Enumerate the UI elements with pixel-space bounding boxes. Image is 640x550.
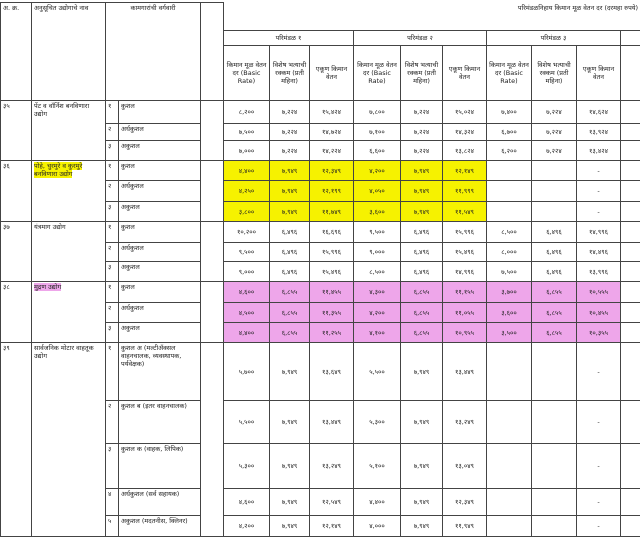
- wage-cell-z1-allowance: ६,८५५: [270, 282, 310, 303]
- industry-name-text: पेंट व वॉर्निश बनविणारा उद्योग: [34, 102, 90, 118]
- blank-right: [621, 282, 640, 303]
- header-category: कामगारांची वर्गवारी: [106, 3, 201, 101]
- group-industry-name: [32, 222, 106, 282]
- industry-name-text: यंत्रमाग उद्योग: [34, 223, 66, 231]
- row-number: १: [106, 222, 119, 243]
- wage-cell-z1-allowance: ७,९४९: [270, 161, 310, 181]
- header-industry: अनुसूचित उद्योगाचे नाव: [32, 3, 106, 101]
- wage-cell-z2-basic: ५,५००: [354, 343, 401, 401]
- wage-cell-z2-allowance: ६,४९६: [401, 262, 443, 282]
- blank-right: [621, 161, 640, 181]
- table-row: [1, 101, 640, 124]
- worker-category: अकुशल: [119, 262, 201, 282]
- wage-cell-z1-allowance: ७,९४९: [270, 343, 310, 401]
- wage-cell-z1-allowance: ६,४९६: [270, 222, 310, 243]
- wage-cell-z3-total: -: [577, 444, 621, 489]
- blank-right: [621, 489, 640, 516]
- wage-cell-z1-basic: १०,२००: [224, 222, 270, 243]
- row-number: २: [106, 401, 119, 444]
- wage-cell-z2-basic: ५,३००: [354, 401, 401, 444]
- wage-cell-z1-total: १३,६४९: [310, 343, 354, 401]
- group-industry-name: [32, 101, 106, 161]
- worker-category: कुशल ब (इतर वाहनचालक): [119, 401, 201, 444]
- blank-column: [201, 282, 224, 343]
- wage-cell-z2-basic: ७,१००: [354, 124, 401, 141]
- row-number: १: [106, 282, 119, 303]
- blank-right: [621, 222, 640, 243]
- group-sr: ३५: [1, 101, 32, 161]
- industry-name-text: पोहे, चुरमुरे व कुरमुरे बनविणारा उद्योग: [34, 162, 83, 178]
- wage-cell-z1-total: १३,२४९: [310, 444, 354, 489]
- blank-right: [621, 401, 640, 444]
- worker-category: कुशल: [119, 282, 201, 303]
- worker-category: कुशल: [119, 222, 201, 243]
- wage-cell-z1-total: १२,१४९: [310, 516, 354, 537]
- row-number: २: [106, 124, 119, 141]
- wage-cell-z2-total: ११,९९९: [443, 181, 487, 202]
- worker-category: कुशल अ (मल्टीॲक्सल वाहनचालक, व्यवस्थापक, पर्यवेक्षक): [119, 343, 201, 401]
- wage-cell-z2-allowance: ७,२२४: [401, 141, 443, 161]
- wage-cell-z3-basic: ३,५००: [487, 323, 532, 343]
- wage-cell-z2-total: ११,५४९: [443, 202, 487, 222]
- wage-cell-z2-basic: ४,१००: [354, 323, 401, 343]
- wage-cell-z1-total: १२,५४९: [310, 489, 354, 516]
- wage-cell-z1-allowance: ६,४९६: [270, 262, 310, 282]
- zone-1-header: परिमंडळ १: [224, 31, 354, 46]
- row-number: ३: [106, 323, 119, 343]
- subheader-z1-basic-rate: किमान मूळ वेतन दर (Basic Rate): [224, 46, 270, 101]
- wage-cell-z2-allowance: ७,९४९: [401, 489, 443, 516]
- wage-cell-z3-total: -: [577, 343, 621, 401]
- wage-cell-z3-allowance: ६,८५५: [532, 282, 577, 303]
- wage-cell-z2-allowance: ७,२२४: [401, 124, 443, 141]
- wage-cell-z3-basic: ६,७००: [487, 124, 532, 141]
- wage-cell-z2-basic: ३,६००: [354, 202, 401, 222]
- blank-right: [621, 124, 640, 141]
- wage-cell-z1-basic: ९,०००: [224, 262, 270, 282]
- wage-cell-z1-basic: ४,२००: [224, 516, 270, 537]
- industry-name-text: मुद्रण उद्योग: [34, 283, 62, 291]
- wage-cell-z2-allowance: ६,८५५: [401, 282, 443, 303]
- wage-cell-z2-allowance: ६,४९६: [401, 243, 443, 262]
- wage-cell-z3-total: १०,३५५: [577, 323, 621, 343]
- wage-cell-z3-allowance: ७,२२४: [532, 101, 577, 124]
- wage-cell-z1-basic: ४,६००: [224, 282, 270, 303]
- wage-cell-z3-basic: ८,०००: [487, 243, 532, 262]
- wage-cell-z2-basic: ६,६००: [354, 141, 401, 161]
- wage-cell-z2-total: १२,१४९: [443, 161, 487, 181]
- wage-cell-z2-allowance: ७,९४९: [401, 181, 443, 202]
- industry-name-text: सार्वजनिक मोटार वाहतूक उद्योग: [34, 344, 94, 360]
- wage-cell-z1-allowance: ७,२२४: [270, 101, 310, 124]
- wage-cell-z2-basic: ४,२००: [354, 303, 401, 323]
- header-blank-right: [621, 31, 640, 46]
- worker-category: अकुशल: [119, 323, 201, 343]
- worker-category: अर्धकुशल: [119, 303, 201, 323]
- wage-cell-z1-total: ११,७४९: [310, 202, 354, 222]
- wage-cell-z2-allowance: ७,९४९: [401, 401, 443, 444]
- blank-column: [201, 222, 224, 282]
- row-number: ५: [106, 516, 119, 537]
- wage-cell-z2-total: ११,०५५: [443, 303, 487, 323]
- wage-cell-z3-allowance: [532, 401, 577, 444]
- wage-cell-z1-allowance: ७,९४९: [270, 489, 310, 516]
- worker-category: अकुशल: [119, 141, 201, 161]
- worker-category: अर्धकुशल (सर्व सहायक): [119, 489, 201, 516]
- wage-cell-z3-allowance: ६,४९६: [532, 222, 577, 243]
- header-blank: [201, 3, 224, 101]
- wage-cell-z1-allowance: ६,८५५: [270, 323, 310, 343]
- wage-table: [0, 2, 640, 537]
- wage-cell-z3-allowance: [532, 161, 577, 181]
- wage-cell-z1-basic: ५,७००: [224, 343, 270, 401]
- wage-cell-z1-basic: ४,४००: [224, 323, 270, 343]
- wage-cell-z2-allowance: ७,९४९: [401, 161, 443, 181]
- row-number: ३: [106, 262, 119, 282]
- row-number: ३: [106, 141, 119, 161]
- wage-cell-z1-total: १४,२२४: [310, 141, 354, 161]
- group-sr: ३९: [1, 343, 32, 537]
- wage-cell-z3-allowance: [532, 444, 577, 489]
- wage-cell-z1-basic: ५,५००: [224, 401, 270, 444]
- wage-cell-z2-basic: ८,५००: [354, 262, 401, 282]
- worker-category: कुशल: [119, 161, 201, 181]
- blank-right: [621, 343, 640, 401]
- wage-cell-z3-total: १३,९९६: [577, 262, 621, 282]
- wage-cell-z3-allowance: ७,२२४: [532, 124, 577, 141]
- wage-cell-z2-allowance: ७,२२४: [401, 101, 443, 124]
- worker-category: अर्धकुशल: [119, 181, 201, 202]
- wage-cell-z3-total: १३,९२४: [577, 124, 621, 141]
- wage-cell-z1-total: १५,९९६: [310, 243, 354, 262]
- wage-cell-z1-basic: ४,४००: [224, 161, 270, 181]
- blank-column: [201, 343, 224, 537]
- worker-category: कुशल क (वाहक, लिपिक): [119, 444, 201, 489]
- row-number: ३: [106, 202, 119, 222]
- subheader-z2-special-allowance: विशेष भत्याची रक्कम (प्रती महिना): [401, 46, 443, 101]
- wage-cell-z3-basic: ३,७००: [487, 282, 532, 303]
- blank-right: [621, 516, 640, 537]
- blank-right: [621, 303, 640, 323]
- zone-3-header: परिमंडळ ३: [487, 31, 621, 46]
- wage-cell-z1-basic: ७,५००: [224, 124, 270, 141]
- wage-cell-z3-total: -: [577, 161, 621, 181]
- wage-cell-z2-total: ११,९४९: [443, 516, 487, 537]
- wage-cell-z3-allowance: ७,२२४: [532, 141, 577, 161]
- wage-cell-z3-allowance: [532, 181, 577, 202]
- subheader-blank: [621, 46, 640, 101]
- blank-right: [621, 243, 640, 262]
- row-number: २: [106, 303, 119, 323]
- wage-cell-z3-total: १४,४९६: [577, 243, 621, 262]
- wage-cell-z3-allowance: [532, 343, 577, 401]
- wage-cell-z3-basic: [487, 489, 532, 516]
- wage-cell-z1-allowance: ७,९४९: [270, 444, 310, 489]
- wage-cell-z1-total: १५,४२४: [310, 101, 354, 124]
- row-number: १: [106, 101, 119, 124]
- blank-right: [621, 262, 640, 282]
- row-number: १: [106, 343, 119, 401]
- table-row: [1, 343, 640, 401]
- blank-column: [201, 161, 224, 222]
- subheader-z3-total-wage: एकूण किमान वेतन: [577, 46, 621, 101]
- table-row: [1, 282, 640, 303]
- wage-cell-z2-allowance: ६,८५५: [401, 303, 443, 323]
- group-industry-name: [32, 343, 106, 537]
- wage-cell-z2-allowance: ७,९४९: [401, 444, 443, 489]
- wage-cell-z3-total: -: [577, 489, 621, 516]
- wage-cell-z3-basic: ८,५००: [487, 222, 532, 243]
- wage-cell-z2-allowance: ७,९४९: [401, 202, 443, 222]
- worker-category: अर्धकुशल: [119, 243, 201, 262]
- wage-cell-z3-basic: [487, 516, 532, 537]
- wage-cell-z1-total: १२,३४९: [310, 161, 354, 181]
- wage-cell-z3-basic: ७,४००: [487, 101, 532, 124]
- wage-cell-z1-allowance: ७,९४९: [270, 401, 310, 444]
- wage-cell-z2-basic: ४,४००: [354, 489, 401, 516]
- blank-right: [621, 444, 640, 489]
- wage-cell-z1-total: १५,४९६: [310, 262, 354, 282]
- wage-cell-z3-allowance: ६,४९६: [532, 262, 577, 282]
- wage-cell-z3-basic: ६,२००: [487, 141, 532, 161]
- wage-cell-z1-basic: ३,८००: [224, 202, 270, 222]
- wage-cell-z1-total: ११,४५५: [310, 282, 354, 303]
- wage-cell-z3-allowance: [532, 202, 577, 222]
- wage-cell-z1-basic: ५,३००: [224, 444, 270, 489]
- wage-cell-z2-total: १३,८२४: [443, 141, 487, 161]
- group-industry-name: [32, 161, 106, 222]
- worker-category: अर्धकुशल: [119, 124, 201, 141]
- wage-cell-z3-basic: ३,६००: [487, 303, 532, 323]
- blank-right: [621, 181, 640, 202]
- wage-cell-z2-total: १४,९९६: [443, 262, 487, 282]
- wage-cell-z3-total: १०,५५५: [577, 282, 621, 303]
- wage-cell-z2-total: ११,१५५: [443, 282, 487, 303]
- wage-cell-z2-total: १४,३२४: [443, 124, 487, 141]
- wage-cell-z1-allowance: ७,२२४: [270, 124, 310, 141]
- wage-cell-z3-allowance: ६,८५५: [532, 303, 577, 323]
- wage-cell-z3-allowance: [532, 489, 577, 516]
- wage-cell-z3-allowance: ६,८५५: [532, 323, 577, 343]
- wage-cell-z2-basic: ४,०००: [354, 516, 401, 537]
- wage-cell-z1-basic: ९,५००: [224, 243, 270, 262]
- wage-cell-z3-allowance: [532, 516, 577, 537]
- wage-cell-z2-basic: ५,१००: [354, 444, 401, 489]
- blank-right: [621, 101, 640, 124]
- subheader-z3-basic-rate: किमान मूळ वेतन दर (Basic Rate): [487, 46, 532, 101]
- wage-cell-z2-total: १३,२४९: [443, 401, 487, 444]
- wage-cell-z1-basic: ८,२००: [224, 101, 270, 124]
- wage-cell-z2-allowance: ७,९४९: [401, 516, 443, 537]
- wage-cell-z2-total: १३,४४९: [443, 343, 487, 401]
- wage-cell-z2-total: १०,९५५: [443, 323, 487, 343]
- wage-cell-z3-basic: [487, 343, 532, 401]
- blank-column: [201, 101, 224, 161]
- wage-cell-z3-total: -: [577, 516, 621, 537]
- group-industry-name: [32, 282, 106, 343]
- row-number: २: [106, 181, 119, 202]
- wage-cell-z1-allowance: ७,२२४: [270, 141, 310, 161]
- wage-cell-z1-allowance: ७,९४९: [270, 181, 310, 202]
- wage-cell-z2-total: १३,०४९: [443, 444, 487, 489]
- row-number: ४: [106, 489, 119, 516]
- row-number: १: [106, 161, 119, 181]
- wage-cell-z1-total: ११,२५५: [310, 323, 354, 343]
- wage-cell-z3-basic: [487, 161, 532, 181]
- wage-cell-z1-allowance: ६,८५५: [270, 303, 310, 323]
- wage-cell-z3-allowance: ६,४९६: [532, 243, 577, 262]
- blank-right: [621, 323, 640, 343]
- group-sr: ३७: [1, 222, 32, 282]
- wage-cell-z1-allowance: ७,९४९: [270, 202, 310, 222]
- wage-cell-z2-allowance: ६,८५५: [401, 323, 443, 343]
- wage-cell-z1-basic: ४,५००: [224, 303, 270, 323]
- group-sr: ३६: [1, 161, 32, 222]
- wage-cell-z2-basic: ७,८००: [354, 101, 401, 124]
- wage-cell-z3-total: -: [577, 202, 621, 222]
- wage-cell-z1-total: ११,३५५: [310, 303, 354, 323]
- wage-cell-z3-total: १३,४२४: [577, 141, 621, 161]
- wage-cell-z2-allowance: ६,४९६: [401, 222, 443, 243]
- wage-cell-z3-basic: ७,५००: [487, 262, 532, 282]
- header-main: परिमंडळनिहाय किमान मूळ वेतन दर (दरमहा रुपये): [224, 3, 640, 31]
- subheader-z1-total-wage: एकूण किमान वेतन: [310, 46, 354, 101]
- wage-cell-z2-total: १२,३४९: [443, 489, 487, 516]
- subheader-z3-special-allowance: विशेष भत्याची रक्कम (प्रती महिना): [532, 46, 577, 101]
- wage-cell-z2-basic: ४,३००: [354, 282, 401, 303]
- row-number: ३: [106, 444, 119, 489]
- table-row: [1, 161, 640, 181]
- zone-2-header: परिमंडळ २: [354, 31, 487, 46]
- subheader-z2-total-wage: एकूण किमान वेतन: [443, 46, 487, 101]
- wage-cell-z1-allowance: ७,९४९: [270, 516, 310, 537]
- wage-cell-z3-basic: [487, 181, 532, 202]
- wage-cell-z1-total: १४,७२४: [310, 124, 354, 141]
- blank-right: [621, 141, 640, 161]
- table-row: [1, 222, 640, 243]
- wage-cell-z2-total: १५,४९६: [443, 243, 487, 262]
- wage-cell-z3-total: -: [577, 401, 621, 444]
- wage-cell-z2-basic: ४,२००: [354, 161, 401, 181]
- wage-cell-z1-total: १३,४४९: [310, 401, 354, 444]
- wage-cell-z3-basic: [487, 202, 532, 222]
- wage-cell-z2-basic: ९,०००: [354, 243, 401, 262]
- wage-cell-z3-total: १४,६२४: [577, 101, 621, 124]
- wage-cell-z1-total: १६,६९६: [310, 222, 354, 243]
- blank-right: [621, 202, 640, 222]
- header-sr: अ. क्र.: [1, 3, 32, 101]
- worker-category: अकुशल: [119, 202, 201, 222]
- wage-cell-z1-allowance: ६,४९६: [270, 243, 310, 262]
- worker-category: कुशल: [119, 101, 201, 124]
- subheader-z1-special-allowance: विशेष भत्याची रक्कम (प्रती महिना): [270, 46, 310, 101]
- row-number: २: [106, 243, 119, 262]
- wage-cell-z3-basic: [487, 444, 532, 489]
- wage-cell-z2-basic: ९,५००: [354, 222, 401, 243]
- wage-cell-z2-total: १५,९९६: [443, 222, 487, 243]
- group-sr: ३८: [1, 282, 32, 343]
- wage-cell-z1-basic: ४,२५०: [224, 181, 270, 202]
- wage-cell-z3-basic: [487, 401, 532, 444]
- worker-category: अकुशल (मदतनीस, क्लिनर): [119, 516, 201, 537]
- wage-cell-z1-total: १२,१९९: [310, 181, 354, 202]
- wage-cell-z2-allowance: ७,९४९: [401, 343, 443, 401]
- wage-cell-z3-total: १०,४५५: [577, 303, 621, 323]
- subheader-z2-basic-rate: किमान मूळ वेतन दर (Basic Rate): [354, 46, 401, 101]
- wage-cell-z2-basic: ४,०५०: [354, 181, 401, 202]
- wage-cell-z1-basic: ४,६००: [224, 489, 270, 516]
- wage-cell-z1-basic: ७,०००: [224, 141, 270, 161]
- wage-cell-z2-total: १५,०२४: [443, 101, 487, 124]
- wage-cell-z3-total: १४,९९६: [577, 222, 621, 243]
- wage-cell-z3-total: -: [577, 181, 621, 202]
